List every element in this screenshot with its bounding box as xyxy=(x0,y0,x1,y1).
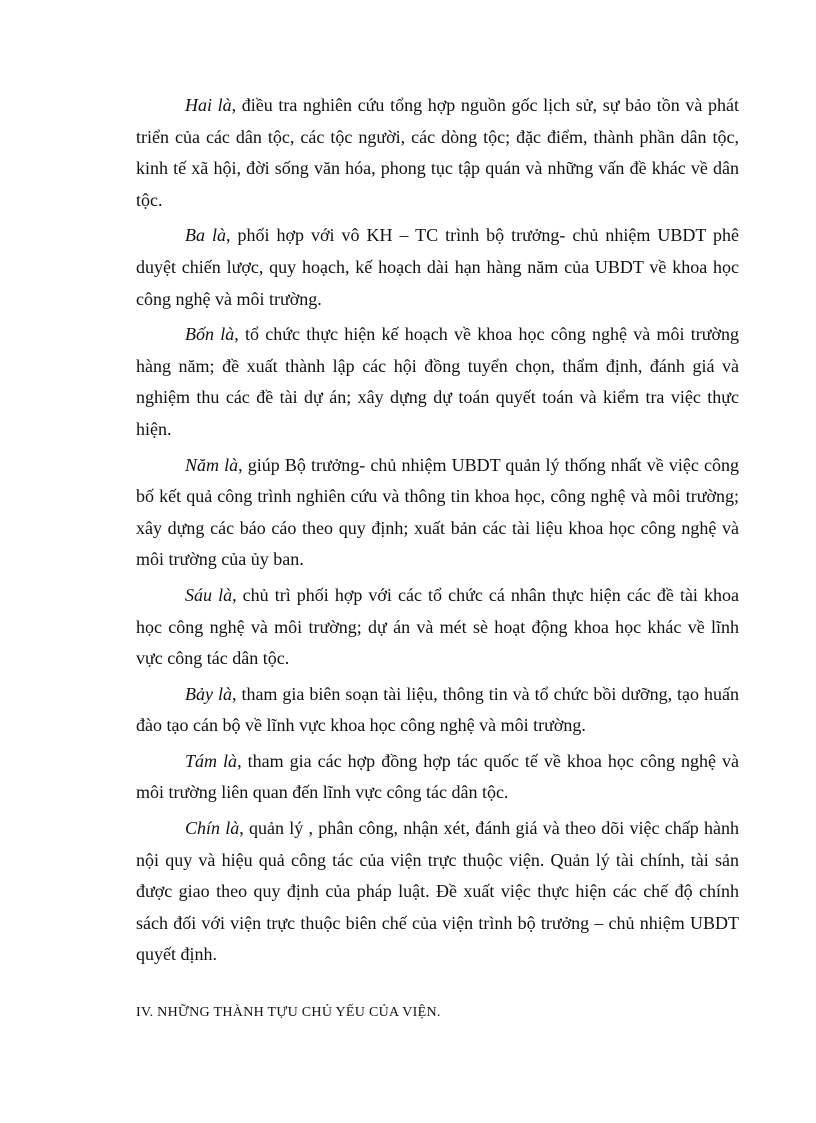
paragraph-tam-la xyxy=(136,746,739,809)
paragraph-lead: Hai là xyxy=(185,95,232,115)
paragraph-text: , điều tra nghiên cứu tổng hợp nguồn gốc lịch sử, sự bảo tồn và phát triển của các dân tộc, các tộc người, các dòng tộc; đặc điểm, thành phần dân tộc, kinh tế xã hội, đời sống văn hóa, phong tục tập quán và những vấn đề khác về dân tộc. xyxy=(136,95,739,210)
paragraph-bay-la xyxy=(136,679,739,742)
paragraph-text: , chủ trì phối hợp với các tổ chức cá nhân thực hiện các đề tài khoa học công nghệ và môi trường; dự án và mét sè hoạt động khoa học khác về lĩnh vực công tác dân tộc. xyxy=(136,584,739,669)
paragraph-ba-la xyxy=(136,220,739,315)
document-body xyxy=(136,90,739,1025)
paragraph-sau-la xyxy=(136,580,739,675)
paragraph-lead: Chín là xyxy=(185,818,240,839)
paragraph-text: , phối hợp với vô KH – TC trình bộ trưởng- chủ nhiệm UBDT phê duyệt chiến lược, quy hoạch, kế hoạch dài hạn hàng năm của UBDT về khoa học công nghệ và môi trường. xyxy=(136,225,739,309)
paragraph-lead: Sáu là xyxy=(185,584,233,605)
paragraph-chin-la xyxy=(136,813,739,971)
paragraph-text: , quản lý , phân công, nhận xét, đánh giá và theo dõi việc chấp hành nội quy và hiệu quả công tác của viện trực thuộc viện. Quản lý tài chính, tài sản được giao theo quy định của pháp luật. Đề xuất việc thực hiện các chế độ chính sách đối với viện trực thuộc biên chế của viện trình bộ trưởng – chủ nhiệm UBDT quyết định. xyxy=(136,818,739,965)
paragraph-text: , tham gia các hợp đồng hợp tác quốc tế về khoa học công nghệ và môi trường liên quan đến lĩnh vực công tác dân tộc. xyxy=(136,750,739,803)
paragraph-bon-la xyxy=(136,319,739,445)
paragraph-hai-la xyxy=(136,90,739,216)
paragraph-lead: Bốn là xyxy=(185,324,235,345)
paragraph-nam-la xyxy=(136,450,739,576)
paragraph-lead: Năm là xyxy=(185,454,239,475)
paragraph-text: , giúp Bộ trưởng- chủ nhiệm UBDT quản lý thống nhất về việc công bố kết quả công trình nghiên cứu và thông tin khoa học, công nghệ và môi trường; xây dựng các báo cáo theo quy định; xuất bản các tài liệu khoa học công nghệ và môi trường của ủy ban. xyxy=(136,454,739,570)
paragraph-text: , tổ chức thực hiện kế hoạch về khoa học công nghệ và môi trường hàng năm; đề xuất thành lập các hội đồng tuyển chọn, thẩm định, đánh giá và nghiệm thu các đề tài dự án; xây dựng dự toán quyết toán và kiểm tra việc thực hiện. xyxy=(136,324,739,439)
paragraph-lead: Ba là xyxy=(185,225,226,246)
paragraph-lead: Tám là xyxy=(185,750,238,771)
section-heading: IV. NHỮNG THÀNH TỰU CHỦ YẾU CỦA VIỆN. xyxy=(136,1005,441,1021)
paragraph-text: , tham gia biên soạn tài liệu, thông tin và tổ chức bồi dưỡng, tạo huấn đào tạo cán bộ về lĩnh vực khoa học công nghệ và môi trường. xyxy=(136,683,739,736)
paragraph-lead: Bảy là xyxy=(185,683,232,704)
